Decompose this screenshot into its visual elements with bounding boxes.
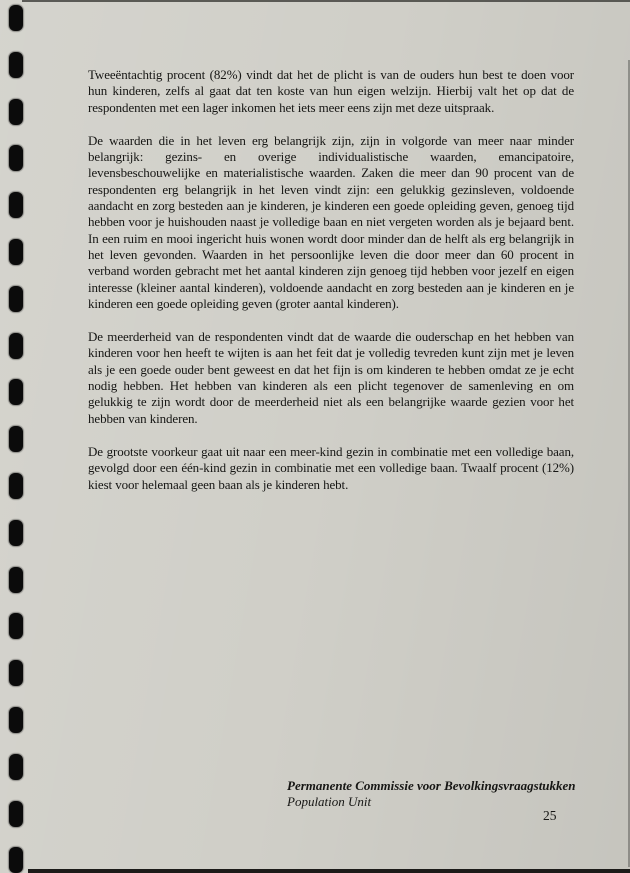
document-body	[88, 67, 574, 510]
paragraph-1: Tweeëntachtig procent (82%) vindt dat het de plicht is van de ouders hun best te doen voor hun kinderen, zelfs al gaat dat ten koste van hun eigen welzijn. Hierbij valt het op dat de respondenten met een lager inkomen het iets meer eens zijn met deze uitspraak.	[88, 67, 574, 115]
binding-hole	[9, 99, 23, 125]
footer-organization: Permanente Commissie voor Bevolkingsvraagstukken	[287, 778, 576, 793]
paragraph-2: De waarden die in het leven erg belangrijk zijn, zijn in volgorde van meer naar minder belangrijk: gezins- en overige individualistische waarden, emancipatoire, levensbeschouwelijke en materialistische waarden. Zaken die meer dan 90 procent van de respondenten erg belangrijk in het leven vindt zijn: een gelukkig gezinsleven, voldoende aandacht en zorg besteden aan je kinderen, je kinderen een goede opleiding geven, genoeg tijd hebben voor je huishouden naast je volledige baan en niet vergeten worden als je bejaard bent. In een ruim en mooi ingericht huis wonen wordt door minder dan de helft als erg belangrijk in het leven gevonden. Waarden in het persoonlijke leven die door meer dan 60 procent in verband worden gebracht met het aantal kinderen zijn genoeg tijd hebben voor jezelf en eigen interesse (kleiner aantal kinderen), voldoende aandacht en zorg besteden aan je kinderen en je kinderen een goede opleiding geven (groter aantal kinderen).	[88, 132, 574, 311]
binding-hole	[9, 426, 23, 452]
binding-hole	[9, 660, 23, 686]
binding-hole	[9, 145, 23, 171]
scan-edge-bottom	[28, 869, 630, 873]
page-number: 25	[543, 808, 557, 823]
paragraph-4: De grootste voorkeur gaat uit naar een meer-kind gezin in combinatie met een volledige baan, gevolgd door een één-kind gezin in combinatie met een volledige baan. Twaalf procent (12%) kiest voor helemaal geen baan als je kinderen hebt.	[88, 443, 574, 492]
binding-hole	[9, 473, 23, 499]
scan-edge-top	[22, 0, 630, 2]
binding-hole	[9, 707, 23, 733]
binding-hole	[9, 52, 23, 78]
binding-hole	[9, 801, 23, 827]
binding-hole	[9, 520, 23, 546]
binding-hole	[9, 5, 23, 31]
binding-hole	[9, 754, 23, 780]
binding-hole	[9, 333, 23, 359]
page-footer	[287, 778, 576, 809]
binding-strip	[0, 0, 32, 873]
binding-hole	[9, 847, 23, 873]
binding-hole	[9, 286, 23, 312]
binding-hole	[9, 613, 23, 639]
binding-hole	[9, 567, 23, 593]
binding-hole	[9, 192, 23, 218]
paragraph-3: De meerderheid van de respondenten vindt dat de waarde die ouderschap en het hebben van kinderen voor hen heeft te wijten is aan het feit dat je volledig tevreden kunt zijn met je leven als je een goede ouder bent geweest en dat het fijn is om kinderen te hebben omdat ze je echt nodig hebben. Het hebben van kinderen als een plicht tegenover de samenleving en om gelukkig te zijn wordt door de meerderheid niet als een belangrijke waarde gezien voor het hebben van kinderen.	[88, 329, 574, 426]
binding-hole	[9, 379, 23, 405]
footer-unit: Population Unit	[287, 793, 372, 809]
binding-hole	[9, 239, 23, 265]
